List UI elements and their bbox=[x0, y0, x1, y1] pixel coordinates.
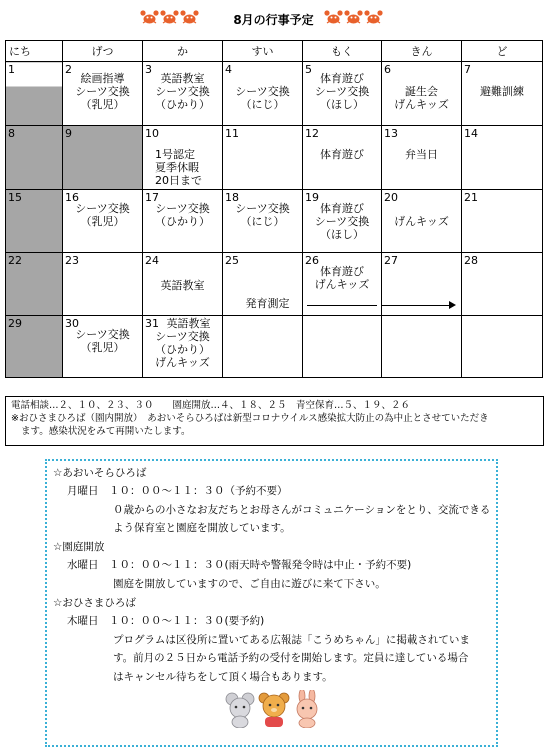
day-cell bbox=[63, 126, 143, 190]
weekday-header-row bbox=[6, 41, 543, 62]
day-number: 29 bbox=[8, 317, 22, 330]
day-number: 22 bbox=[8, 254, 22, 267]
rabbit-icon bbox=[297, 690, 317, 728]
ohisama-description: はキャンセル待ちをして頂く場合もあります。 bbox=[113, 671, 333, 683]
day-cell bbox=[6, 62, 63, 126]
weekday-header: げつ bbox=[63, 41, 143, 62]
crab-icon bbox=[344, 9, 363, 25]
weekday-header: もく bbox=[303, 41, 382, 62]
day-number: 13 bbox=[384, 127, 398, 140]
calendar-table bbox=[5, 40, 543, 378]
notes-box bbox=[5, 396, 544, 446]
day-number: 1 bbox=[8, 63, 15, 76]
day-number: 7 bbox=[464, 63, 471, 76]
notes-schedule: 電話相談…２、１０、２３、３０ 園庭開放…４、１８、２５ 青空保育…５、１９、２６ bbox=[11, 400, 411, 411]
day-number: 28 bbox=[464, 254, 478, 267]
event-text: シーツ交換 bbox=[155, 85, 210, 98]
day-number: 8 bbox=[8, 127, 15, 140]
bear-icon bbox=[259, 693, 289, 727]
event-text: （乳児） bbox=[80, 215, 125, 228]
event-text: 英語教室 bbox=[160, 279, 205, 292]
event-text: シーツ交換 bbox=[235, 202, 290, 215]
weekday-header: か bbox=[143, 41, 223, 62]
day-number: 16 bbox=[65, 191, 79, 204]
day-cell bbox=[223, 316, 303, 378]
day-cell bbox=[303, 190, 382, 253]
day-cell bbox=[223, 126, 303, 190]
day-cell bbox=[382, 190, 462, 253]
day-cell bbox=[63, 253, 143, 316]
day-number: 14 bbox=[464, 127, 478, 140]
day-cell bbox=[303, 316, 382, 378]
event-text: 20日まで bbox=[155, 174, 202, 187]
day-cell bbox=[143, 62, 223, 126]
event-text: シーツ交換 bbox=[75, 328, 130, 341]
event-text: 弁当日 bbox=[405, 148, 438, 161]
calendar-week bbox=[6, 316, 543, 378]
aoi-description: よう保育室と園庭を開放しています。 bbox=[113, 522, 291, 534]
event-text: 夏季休暇 bbox=[155, 161, 199, 174]
day-number: 10 bbox=[145, 127, 159, 140]
event-text: シーツ交換 bbox=[235, 85, 290, 98]
day-cell bbox=[63, 62, 143, 126]
day-cell bbox=[6, 190, 63, 253]
day-number: 3 bbox=[145, 63, 152, 76]
day-number: 5 bbox=[305, 63, 312, 76]
day-cell bbox=[63, 190, 143, 253]
event-text: 英語教室 bbox=[166, 317, 211, 330]
day-cell bbox=[223, 190, 303, 253]
day-cell bbox=[462, 316, 543, 378]
day-cell bbox=[462, 126, 543, 190]
day-cell bbox=[143, 316, 223, 378]
event-text: 体育遊び bbox=[320, 202, 364, 215]
day-cell bbox=[303, 62, 382, 126]
event-text: シーツ交換 bbox=[314, 85, 370, 98]
day-number: 15 bbox=[8, 191, 22, 204]
event-text: 発育測定 bbox=[245, 297, 290, 310]
event-text: シーツ交換 bbox=[75, 202, 130, 215]
day-number: 17 bbox=[145, 191, 159, 204]
weekday-header: きん bbox=[382, 41, 462, 62]
day-cell bbox=[143, 253, 223, 316]
notes-notice-continued: ます。感染状況をみて再開いたします。 bbox=[21, 426, 191, 437]
garden-time: 水曜日 １０：００～１１：３０(雨天時や警報発令時は中止・予約不要) bbox=[67, 559, 412, 571]
event-text: げんキッズ bbox=[314, 278, 370, 291]
day-cell bbox=[462, 62, 543, 126]
event-text: 1号認定 bbox=[155, 148, 195, 161]
weekday-header: ど bbox=[462, 41, 543, 62]
event-text: 英語教室 bbox=[160, 72, 205, 85]
day-number: 27 bbox=[384, 254, 398, 267]
event-text: （乳児） bbox=[80, 98, 125, 111]
event-text: シーツ交換 bbox=[155, 330, 210, 343]
event-text: （乳児） bbox=[80, 341, 125, 354]
garden-description: 園庭を開放していますので、ご自由に遊びに来て下さい。 bbox=[113, 578, 386, 590]
calendar-week bbox=[6, 126, 543, 190]
arrow-line bbox=[307, 305, 377, 306]
day-number: 25 bbox=[225, 254, 239, 267]
day-number: 30 bbox=[65, 317, 79, 330]
event-text: （ひかり） bbox=[155, 98, 210, 111]
page-title: 8月の行事予定 bbox=[233, 13, 314, 27]
crab-icon bbox=[364, 9, 383, 25]
crab-icon bbox=[324, 9, 343, 25]
day-number: 18 bbox=[225, 191, 239, 204]
day-cell bbox=[382, 62, 462, 126]
day-number: 26 bbox=[305, 254, 319, 267]
day-number: 6 bbox=[384, 63, 391, 76]
aoi-time: 月曜日 １０：００～１１：３０（予約不要） bbox=[67, 485, 288, 497]
garden-title: ☆園庭開放 bbox=[53, 541, 105, 553]
day-number: 12 bbox=[305, 127, 319, 140]
day-cell bbox=[143, 190, 223, 253]
day-number: 11 bbox=[225, 127, 239, 140]
day-number: 23 bbox=[65, 254, 79, 267]
day-number: 21 bbox=[464, 191, 478, 204]
event-text: （ほし） bbox=[320, 98, 364, 111]
event-text: 避難訓練 bbox=[480, 85, 524, 98]
day-cell bbox=[143, 126, 223, 190]
arrow-line bbox=[382, 305, 450, 306]
day-cell bbox=[303, 126, 382, 190]
crab-group-right bbox=[324, 9, 383, 25]
mouse-icon bbox=[226, 693, 254, 728]
calendar-week bbox=[6, 253, 543, 316]
day-number: 20 bbox=[384, 191, 398, 204]
day-cell bbox=[6, 253, 63, 316]
title-row bbox=[0, 6, 547, 32]
ohisama-time: 木曜日 １０：００～１１：３０(要予約) bbox=[67, 615, 265, 627]
day-cell bbox=[462, 190, 543, 253]
day-cell bbox=[382, 253, 462, 316]
event-text: （ほし） bbox=[320, 228, 364, 241]
event-text: げんキッズ bbox=[155, 356, 210, 369]
event-text: 体育遊び bbox=[320, 72, 364, 85]
day-cell bbox=[63, 316, 143, 378]
aoi-title: ☆あおいそらひろば bbox=[53, 467, 147, 479]
day-cell bbox=[223, 253, 303, 316]
event-text: 誕生会 bbox=[405, 85, 438, 98]
weekday-header: にち bbox=[6, 41, 63, 62]
ohisama-description: す。前月の２５日から電話予約の受付を開始します。定員に達している場合 bbox=[113, 652, 469, 664]
ohisama-description: プログラムは区役所に置いてある広報誌「こうめちゃん」に掲載されていま bbox=[113, 634, 470, 646]
weekday-header: すい bbox=[223, 41, 303, 62]
day-cell bbox=[382, 316, 462, 378]
aoi-description: ０歳からの小さなお友だちとお母さんがコミュニケーションをとり、交流できる bbox=[113, 504, 491, 516]
event-text: シーツ交換 bbox=[155, 202, 210, 215]
day-number: 19 bbox=[305, 191, 319, 204]
day-cell bbox=[6, 316, 63, 378]
day-number: 24 bbox=[145, 254, 159, 267]
animals-illustration bbox=[222, 690, 327, 728]
day-cell bbox=[382, 126, 462, 190]
day-number: 4 bbox=[225, 63, 232, 76]
event-text: 体育遊び bbox=[320, 148, 364, 161]
event-text: シーツ交換 bbox=[314, 215, 370, 228]
day-cell bbox=[223, 62, 303, 126]
calendar-week bbox=[6, 62, 543, 126]
day-cell bbox=[462, 253, 543, 316]
event-text: げんキッズ bbox=[394, 98, 449, 111]
notes-notice: ※おひさまひろば（園内開放） あおいそらひろばは新型コロナウイルス感染拡大防止の為中止とさせていただき bbox=[11, 413, 489, 424]
day-cell bbox=[303, 253, 382, 316]
event-text: 絵画指導 bbox=[80, 72, 125, 85]
event-text: げんキッズ bbox=[394, 215, 449, 228]
event-text: 体育遊び bbox=[320, 265, 364, 278]
event-text: （にじ） bbox=[240, 215, 285, 228]
day-number: 31 bbox=[145, 317, 159, 330]
ohisama-title: ☆おひさまひろば bbox=[53, 597, 136, 609]
arrow-head-icon bbox=[449, 301, 456, 309]
day-number: 9 bbox=[65, 127, 72, 140]
event-text: （にじ） bbox=[240, 98, 285, 111]
event-text: （ひかり） bbox=[155, 215, 210, 228]
event-text: （ひかり） bbox=[155, 343, 210, 356]
event-text: シーツ交換 bbox=[75, 85, 130, 98]
calendar-week bbox=[6, 190, 543, 253]
day-cell bbox=[6, 126, 63, 190]
day-number: 2 bbox=[65, 63, 72, 76]
